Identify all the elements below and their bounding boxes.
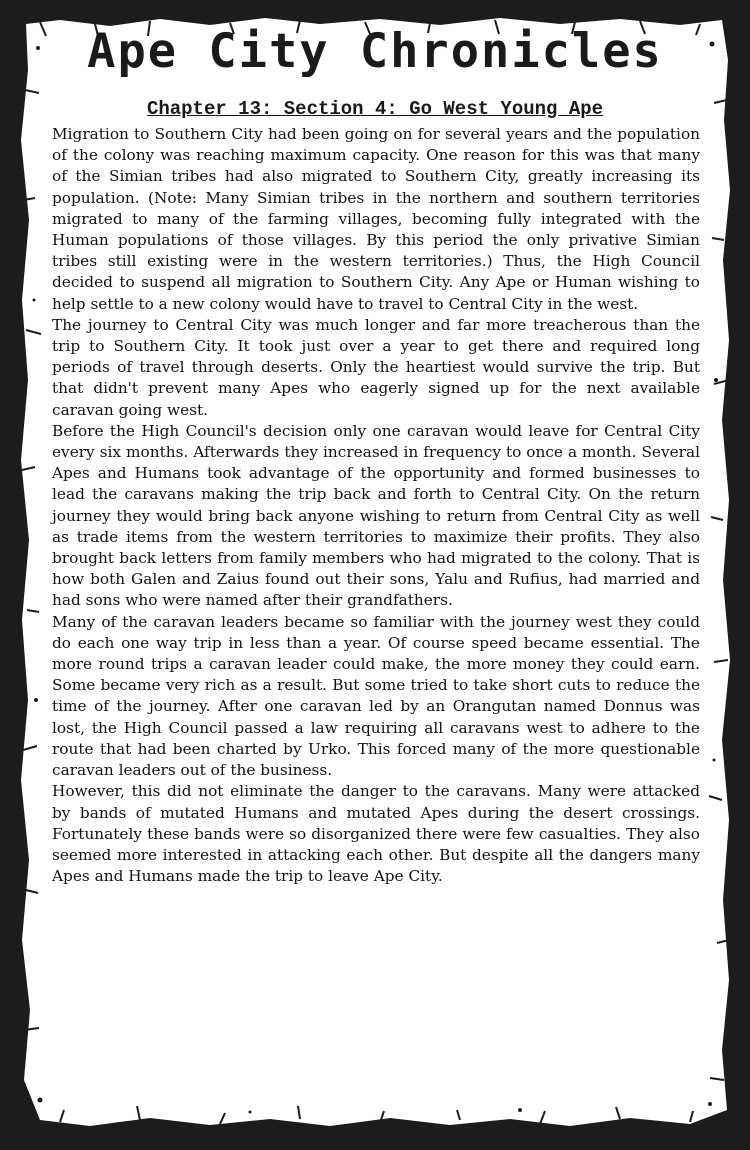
- paragraph-1: Migration to Southern City had been going on for several years and the population of the colony was reaching maximum capacity. One reason for this was that many of the Simian tribes had also migrated to Southern City, greatly increasing its population. (Note: Many Simian tribes in the northern and southern territories migrated to many of the farming villages, becoming fully integrated with the Human populations of those villages. By this period the only privative Simian tribes still existing were in the western territories.) Thus, the High Council decided to suspend all migration to Southern City. Any Ape or Human wishing to help settle to a new colony would have to travel to Central City in the west.: [52, 125, 700, 313]
- chapter-body: [52, 124, 700, 887]
- paragraph-4: Many of the caravan leaders became so familiar with the journey west they could do each one way trip in less than a year. Of course speed became essential. The more round trips a caravan leader could make, the more money they could earn. Some became very rich as a result. But some tried to take short cuts to reduce the time of the journey. After one caravan led by an Orangutan named Donnus was lost, the High Council passed a law requiring all caravans west to adhere to the route that had been charted by Urko. This forced many of the more questionable caravan leaders out of the business.: [52, 612, 700, 780]
- paragraph-2: The journey to Central City was much longer and far more treacherous than the trip to Southern City. It took just over a year to get there and required long periods of travel through deserts. Only the heartiest would survive the trip. But that didn't prevent many Apes who eagerly signed up for the next available caravan going west.: [52, 315, 700, 419]
- paragraph-3: Before the High Council's decision only one caravan would leave for Central City every six months. Afterwards they increased in frequency to once a month. Several Apes and Humans took advantage of the opportunity and formed businesses to lead the caravans making the trip back and forth to Central City. On the return journey they would bring back anyone wishing to return from Central City as well as trade items from the western territories to maximize their profits. They also brought back letters from family members who had migrated to the colony. That is how both Galen and Zaius found out their sons, Yalu and Rufius, had married and had sons who were named after their grandfathers.: [52, 421, 700, 610]
- paragraph-5: However, this did not eliminate the danger to the caravans. Many were attacked by bands of mutated Humans and mutated Apes during the desert crossings. Fortunately these bands were so disorganized there were few casualties. They also seemed more interested in attacking each other. But despite all the dangers many Apes and Humans made the trip to leave Ape City.: [52, 782, 700, 886]
- page-title: Ape City Chronicles: [87, 24, 663, 79]
- chapter-heading: Chapter 13: Section 4: Go West Young Ape: [146, 98, 604, 120]
